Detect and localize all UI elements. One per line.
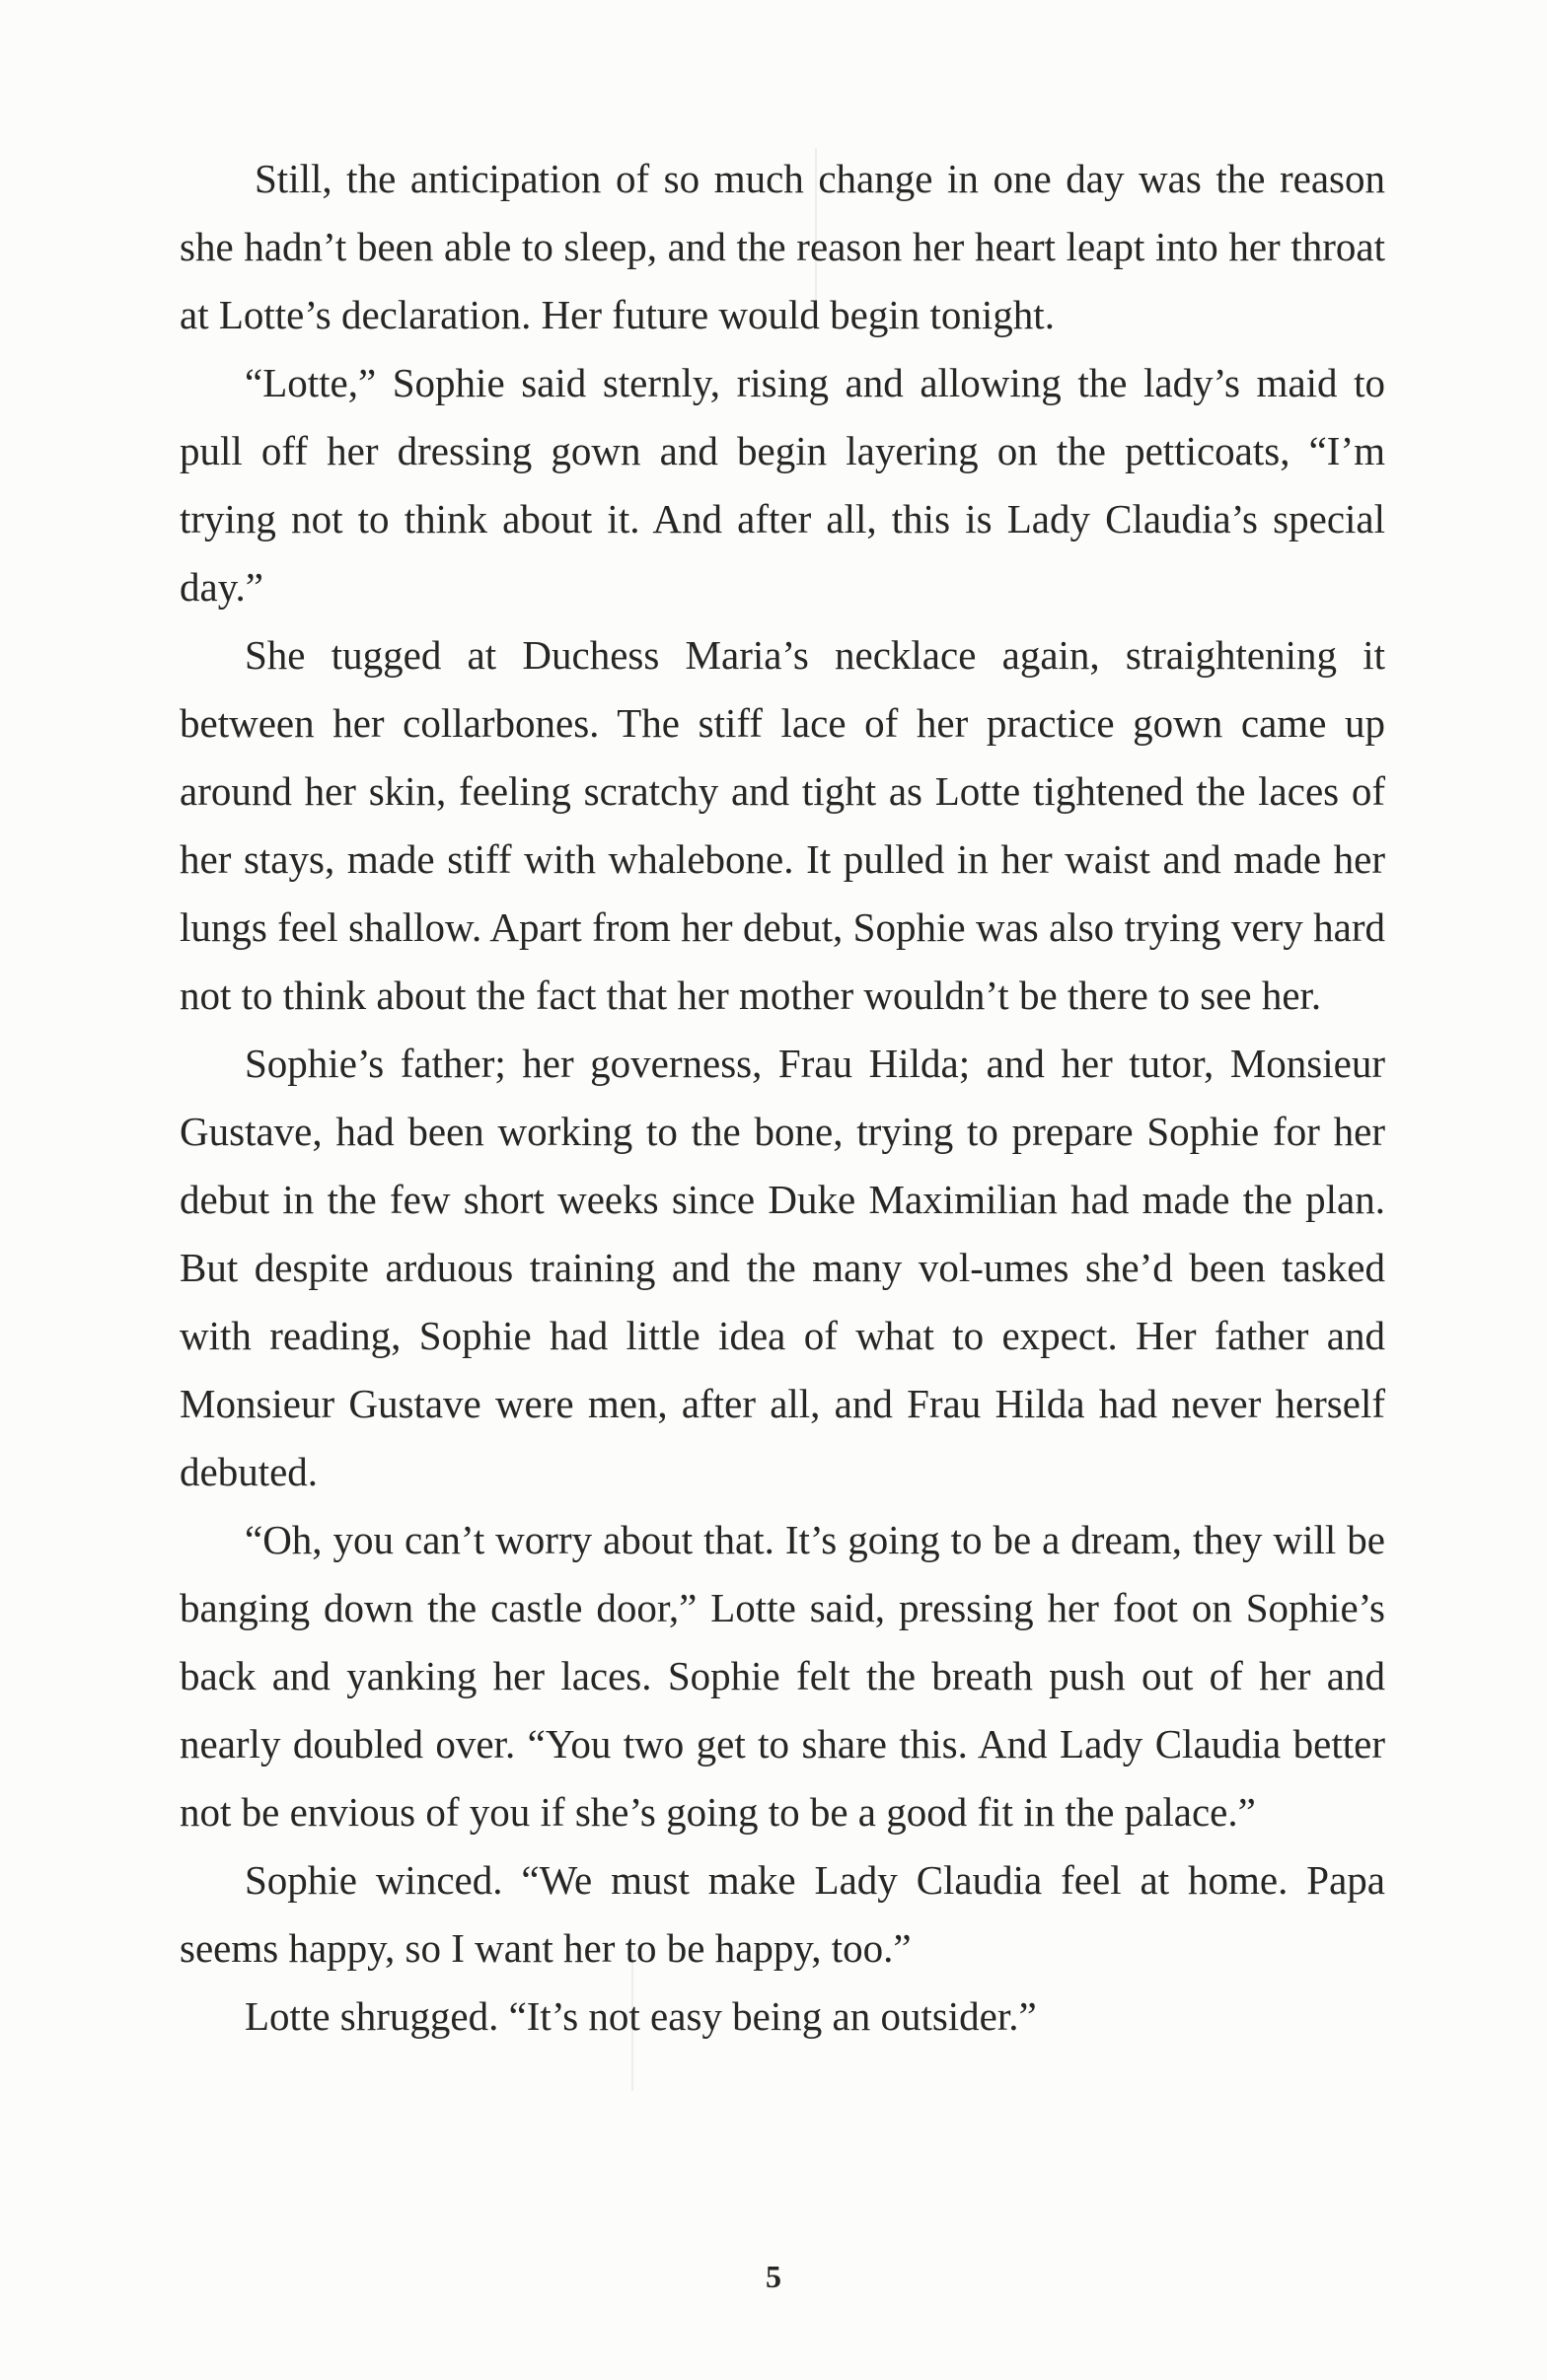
paragraph: Still, the anticipation of so much change in one day was the reason she hadn’t been able to sleep, and the reason her heart leapt into her throat at Lotte’s declaration. Her future would begin tonight. xyxy=(180,156,1385,337)
paragraph: Sophie’s father; her governess, Frau Hilda; and her tutor, Monsieur Gustave, had been working to the bone, trying to prepare Sophie for her debut in the few short weeks since Duke Maximilian had made the plan. But despite arduous training and the many vol-umes she’d been tasked with reading, Sophie had little idea of what to expect. Her father and Monsieur Gustave were men, after all, and Frau Hilda had never herself debuted. xyxy=(180,1041,1385,1494)
paragraph: Sophie winced. “We must make Lady Claudia feel at home. Papa seems happy, so I want her to be happy, too.” xyxy=(180,1857,1385,1971)
body-text xyxy=(180,145,1385,2051)
paragraph: Lotte shrugged. “It’s not easy being an outsider.” xyxy=(245,1993,1037,2039)
paragraph: “Oh, you can’t worry about that. It’s going to be a dream, they will be banging down the castle door,” Lotte said, pressing her foot on Sophie’s back and yanking her laces. Sophie felt the breath push out of her and nearly doubled over. “You two get to share this. And Lady Claudia better not be envious of you if she’s going to be a good fit in the palace.” xyxy=(180,1517,1385,1835)
paragraph: “Lotte,” Sophie said sternly, rising and allowing the lady’s maid to pull off her dressing gown and begin layering on the petticoats, “I’m trying not to think about it. And after all, this is Lady Claudia’s special day.” xyxy=(180,360,1385,610)
paragraph: She tugged at Duchess Maria’s necklace again, straightening it between her collarbones. The stiff lace of her practice gown came up around her skin, feeling scratchy and tight as Lotte tightened the laces of her stays, made stiff with whalebone. It pulled in her waist and made her lungs feel shallow. Apart from her debut, Sophie was also trying very hard not to think about the fact that her mother wouldn’t be there to see her. xyxy=(180,632,1385,1018)
page-number: 5 xyxy=(766,2259,781,2294)
